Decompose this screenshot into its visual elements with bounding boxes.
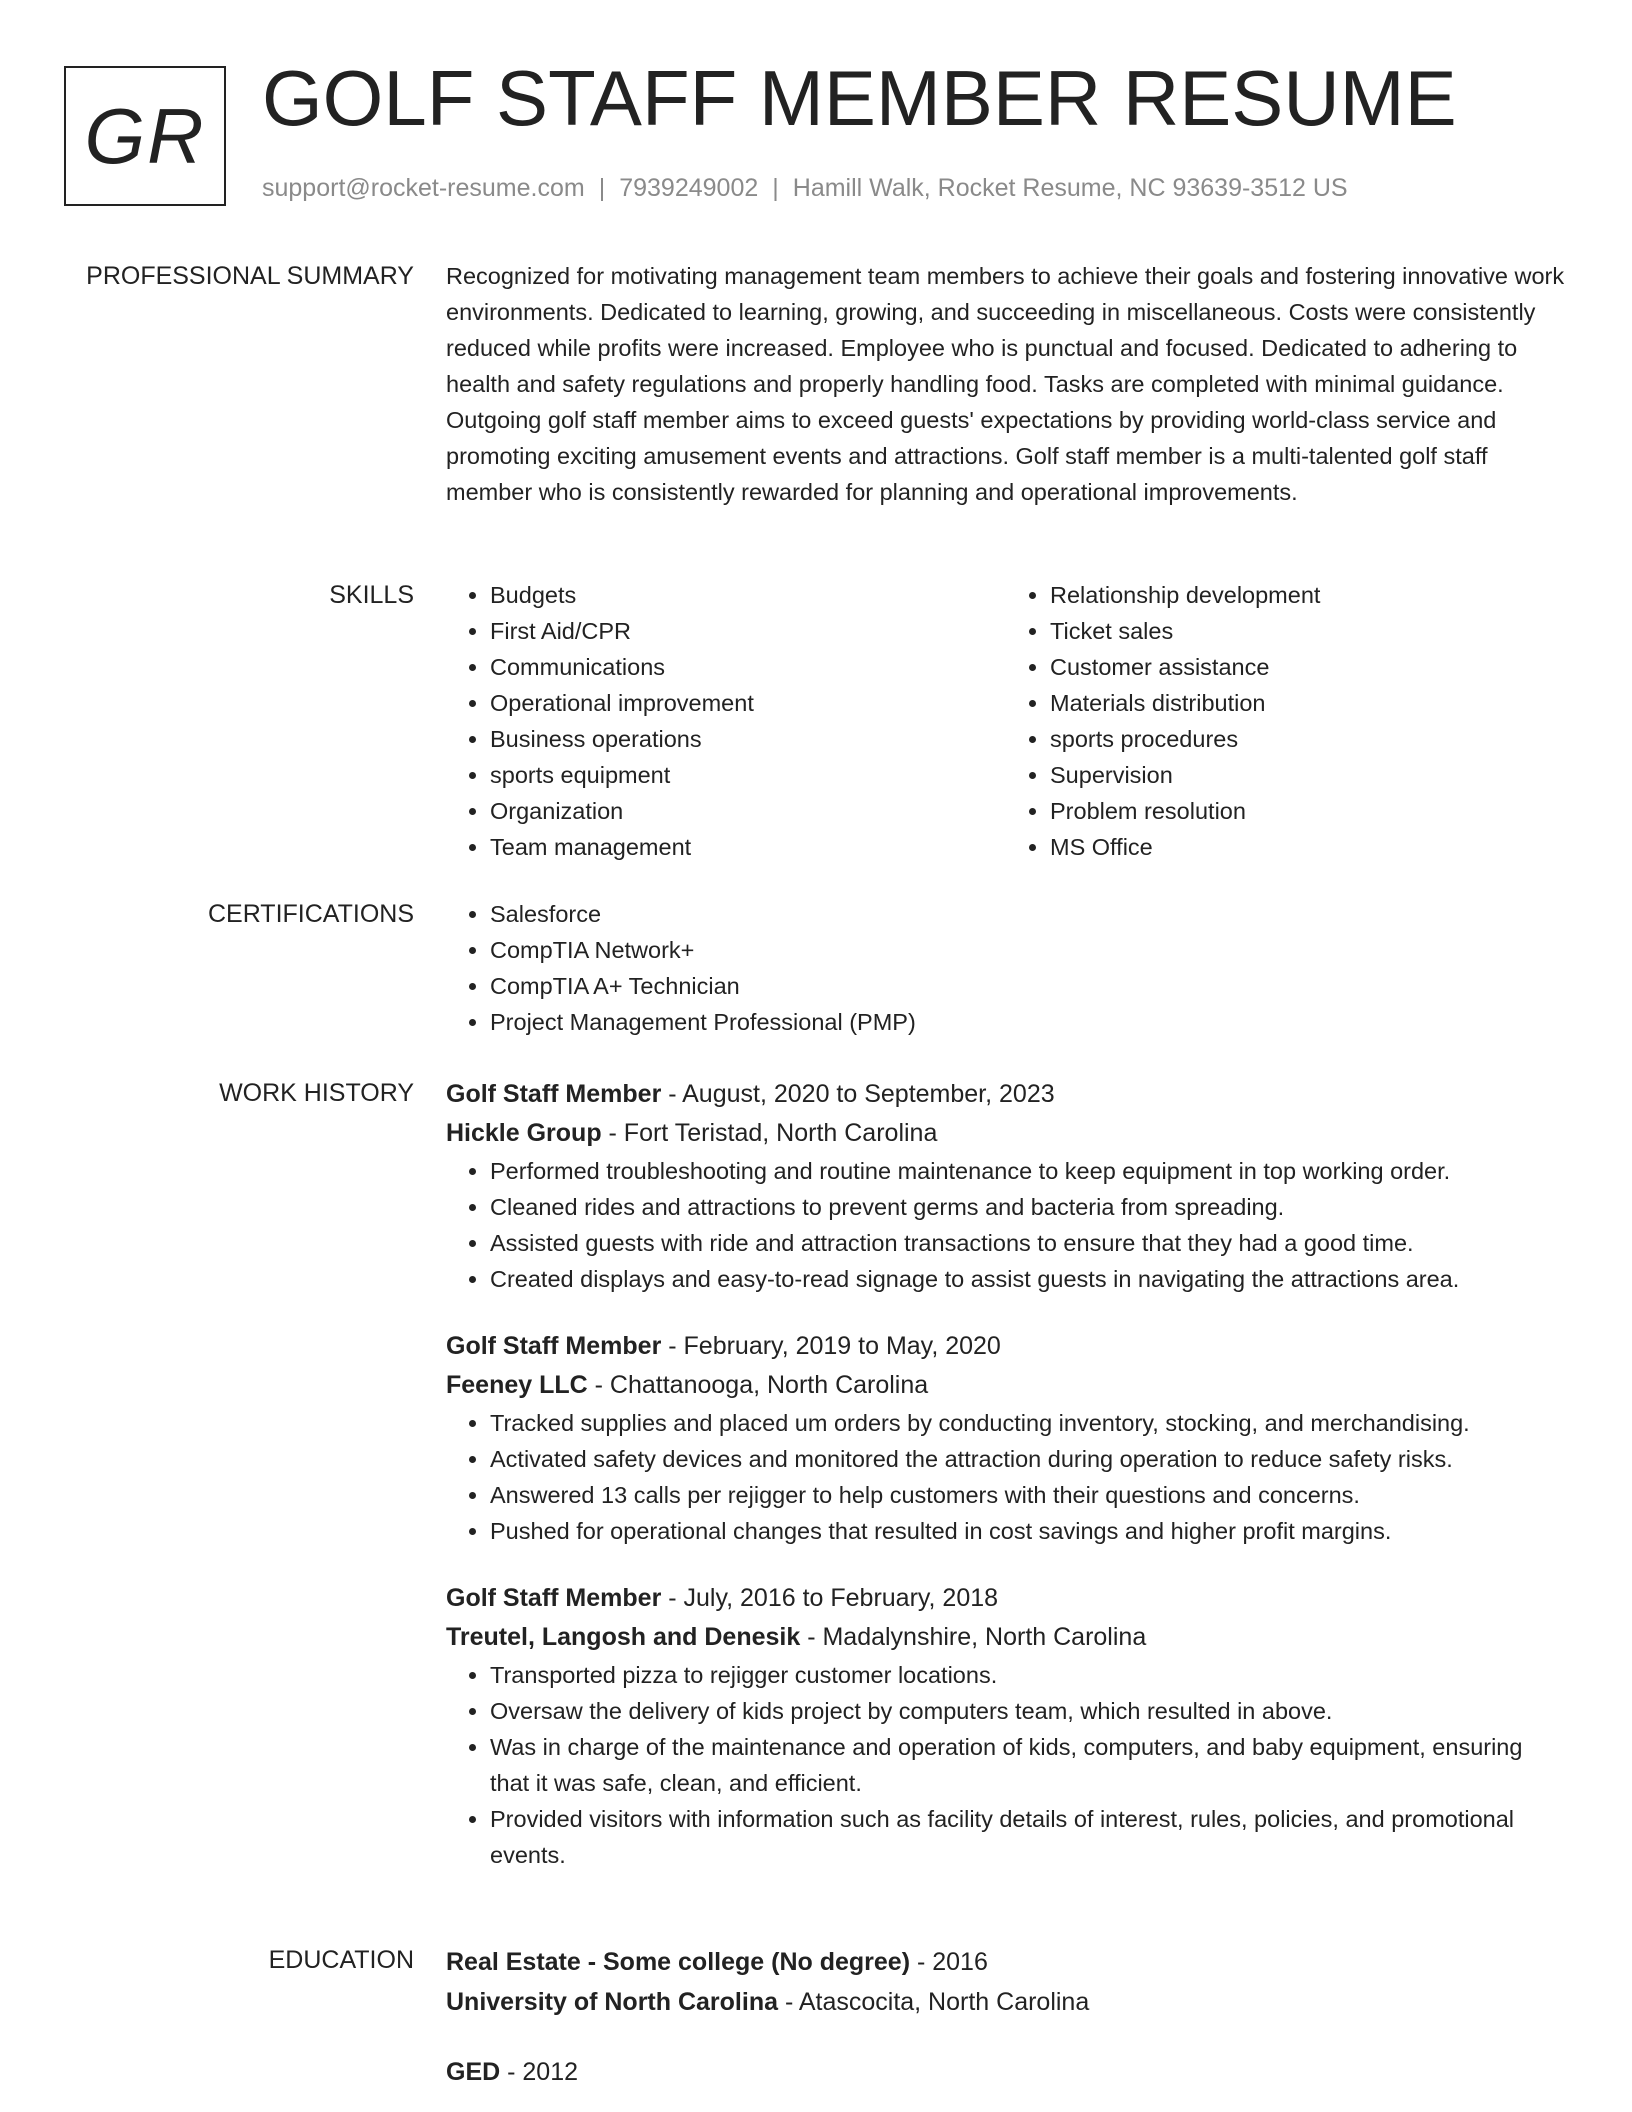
section-label: EDUCATION [268, 1946, 414, 1974]
summary-text: Recognized for motivating management team members to achieve their goals and fostering innovative work environments. Dedicated to learning, growing, and succeeding in miscellaneous. Costs were consistently reduced while profits were increased. Employee who is punctual and focused. Dedicated to adhering to health and safety regulations and properly handling food. Tasks are completed with minimal guidance. Outgoing golf staff member aims to exceed guests' expectations by providing world-class service and promoting exciting amusement events and attractions. Golf staff member is a multi-talented golf staff member who is consistently rewarded for planning and operational improvements. [446, 263, 1565, 505]
job-company-line [446, 1366, 1566, 1405]
job-company: Hickle Group [446, 1119, 602, 1147]
skills-list-right [1006, 577, 1566, 865]
contact-phone[interactable]: 7939249002 [619, 174, 759, 202]
education-degree-line [446, 1942, 1566, 1982]
job-bullet: • Oversaw the delivery of kids project by computers team, which resulted in above. [490, 1693, 1566, 1729]
certification-item: • Salesforce [490, 896, 1566, 932]
job-entry [446, 1579, 1566, 1873]
job-bullet: • Created displays and easy-to-read signage to assist guests in navigating the attractions area. [490, 1261, 1566, 1297]
skills-columns [446, 577, 1566, 865]
job-bullet: • Transported pizza to rejigger customer locations. [490, 1657, 1566, 1693]
job-bullet: • Was in charge of the maintenance and operation of kids, computers, and baby equipment, ensuring that it was safe, clean, and efficient. [490, 1729, 1566, 1801]
skill-item: • Supervision [1050, 757, 1566, 793]
certifications-body [446, 896, 1566, 1040]
section-label: WORK HISTORY [219, 1079, 414, 1107]
skill-item: • Ticket sales [1050, 613, 1566, 649]
job-company-line [446, 1618, 1566, 1657]
job-title-line [446, 1579, 1566, 1618]
job-location: - Chattanooga, North Carolina [587, 1371, 929, 1399]
job-bullet: • Activated safety devices and monitored the attraction during operation to reduce safety risks. [490, 1441, 1566, 1477]
work-history-body [446, 1075, 1566, 1873]
job-bullet: • Answered 13 calls per rejigger to help customers with their questions and concerns. [490, 1477, 1566, 1513]
summary-body [446, 258, 1566, 510]
skill-item: • Relationship development [1050, 577, 1566, 613]
job-bullets [446, 1657, 1566, 1873]
contact-email[interactable]: support@rocket-resume.com [262, 174, 585, 202]
job-bullet: • Tracked supplies and placed um orders by conducting inventory, stocking, and merchandising. [490, 1405, 1566, 1441]
job-title-line [446, 1075, 1566, 1114]
skill-item: • sports procedures [1050, 721, 1566, 757]
skill-item: • Organization [490, 793, 1006, 829]
skill-item: • Team management [490, 829, 1006, 865]
education-degree: GED [446, 2058, 501, 2086]
job-bullets [446, 1405, 1566, 1549]
skill-item: • First Aid/CPR [490, 613, 1006, 649]
monogram-logo: GR [64, 66, 226, 206]
certifications-list [446, 896, 1566, 1040]
skill-item: • MS Office [1050, 829, 1566, 865]
section-label: CERTIFICATIONS [207, 900, 414, 928]
education-entry [446, 1942, 1566, 2022]
contact-separator: | [772, 174, 779, 202]
job-location: - Madalynshire, North Carolina [800, 1623, 1147, 1651]
job-title: Golf Staff Member [446, 1584, 662, 1612]
job-company-line [446, 1114, 1566, 1153]
skill-item: • Customer assistance [1050, 649, 1566, 685]
job-company: Feeney LLC [446, 1371, 588, 1399]
skill-item: • Materials distribution [1050, 685, 1566, 721]
job-dates: - July, 2016 to February, 2018 [661, 1584, 999, 1612]
job-bullet: • Cleaned rides and attractions to prevent germs and bacteria from spreading. [490, 1189, 1566, 1225]
skill-item: • Communications [490, 649, 1006, 685]
contact-line [262, 174, 1348, 203]
education-school-line [446, 1982, 1566, 2022]
resume-title: GOLF STAFF MEMBER RESUME [262, 54, 1457, 142]
education-entry [446, 2052, 1566, 2092]
job-bullet: • Provided visitors with information such as facility details of interest, rules, policies, and promotional events. [490, 1801, 1566, 1873]
skills-list-left [446, 577, 1006, 865]
job-bullet: • Pushed for operational changes that resulted in cost savings and higher profit margins. [490, 1513, 1566, 1549]
certification-item: • CompTIA Network+ [490, 932, 1566, 968]
certification-item: • CompTIA A+ Technician [490, 968, 1566, 1004]
job-title-line [446, 1327, 1566, 1366]
education-school: University of North Carolina [446, 1988, 778, 2016]
contact-separator: | [598, 174, 606, 202]
education-degree-line [446, 2052, 1566, 2092]
education-degree: Real Estate - Some college (No degree) [446, 1948, 911, 1976]
job-dates: - August, 2020 to September, 2023 [661, 1080, 1055, 1108]
skill-item: • Operational improvement [490, 685, 1006, 721]
job-dates: - February, 2019 to May, 2020 [661, 1332, 1001, 1360]
skill-item: • Business operations [490, 721, 1006, 757]
section-label: PROFESSIONAL SUMMARY [86, 262, 414, 290]
job-title: Golf Staff Member [446, 1332, 662, 1360]
job-entry [446, 1075, 1566, 1297]
job-entry [446, 1327, 1566, 1549]
skill-item: • Budgets [490, 577, 1006, 613]
section-label: SKILLS [329, 581, 414, 609]
job-bullet: • Performed troubleshooting and routine maintenance to keep equipment in top working order. [490, 1153, 1566, 1189]
education-year: - 2016 [910, 1948, 988, 1976]
certification-item: • Project Management Professional (PMP) [490, 1004, 1566, 1040]
job-bullets [446, 1153, 1566, 1297]
education-body [446, 1942, 1566, 2092]
job-bullet: • Assisted guests with ride and attraction transactions to ensure that they had a good time. [490, 1225, 1566, 1261]
job-company: Treutel, Langosh and Denesik [446, 1623, 801, 1651]
skill-item: • sports equipment [490, 757, 1006, 793]
job-title: Golf Staff Member [446, 1080, 662, 1108]
education-year: - 2012 [500, 2058, 579, 2086]
education-location: - Atascocita, North Carolina [778, 1988, 1090, 2016]
contact-address: Hamill Walk, Rocket Resume, NC 93639-3512 US [792, 174, 1348, 202]
job-location: - Fort Teristad, North Carolina [601, 1119, 938, 1147]
skill-item: • Problem resolution [1050, 793, 1566, 829]
